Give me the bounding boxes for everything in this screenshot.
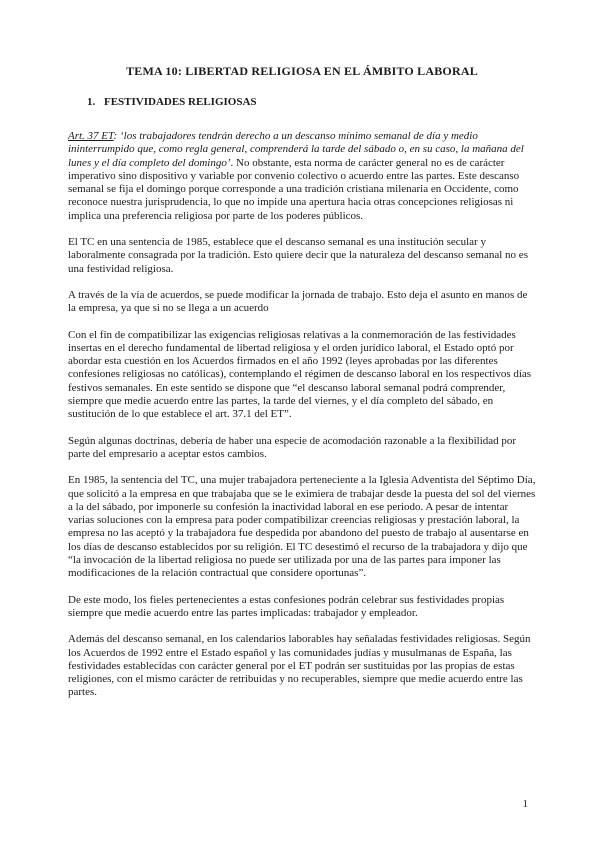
text-run: A través de la vía de acuerdos, se puede modificar la jornada de trabajo. Esto deja el asunto en manos de la empresa, ya que si no se llega a un acuerdo <box>68 288 528 315</box>
paragraph <box>68 329 536 422</box>
text-run: . No obstante, esta norma de carácter general no es de carácter imperativo sino dispositivo y variable por convenio colectivo o acuerdo entre las partes. Este descanso semanal se fija el domingo porque corresponde a una tradición cristiana milenaria en Occidente, como reconoce nuestra jurisprudencia, lo que no impide una apertura hacia otras concepciones religiosas ni implica una preferencia religiosa por parte de los poderes públicos. <box>68 156 520 222</box>
text-run: Art. 37 ET <box>68 130 114 142</box>
text-run: Según algunas doctrinas, debería de haber una especie de acomodación razonable a la flexibilidad por parte del empresario a aceptar estos cambios. <box>68 434 517 460</box>
paragraph <box>68 474 536 580</box>
paragraph <box>68 236 536 276</box>
text-run: El TC en una sentencia de 1985, establece que el descanso semanal es una institución secular y laboralmente consagrada por la tradición. Esto quiere decir que la naturaleza del descanso semanal no es una festividad religiosa. <box>68 236 528 275</box>
section-title: FESTIVIDADES RELIGIOSAS <box>104 96 257 108</box>
section-heading <box>68 96 536 108</box>
document-title: TEMA 10: LIBERTAD RELIGIOSA EN EL ÁMBITO LABORAL <box>126 64 478 78</box>
paragraph <box>68 130 536 223</box>
paragraph <box>68 435 536 462</box>
text-run: En 1985, la sentencia del TC, una mujer trabajadora perteneciente a la Iglesia Adventista del Séptimo Día, que solicitó a la empresa en que trabajaba que se le eximiera de trabajar desde la puesta del sol del viernes a la del sábado, por imponerle su confesión la inactividad laboral en ese periodo. A pesar de intentar varias soluciones con la empresa para poder compatibilizar creencias religiosas y prestación laboral, la empresa no las aceptó y la trabajadora fue despedida por abandono del puesto de trabajo al ausentarse en los días de descanso establecidos por su religión. El TC desestimó el recurso de la trabajadora y dijo que “la invocación de la libertad religiosa no puede ser utilizada por una de las partes para imponer las modificaciones de la relación contractual que considere oportunas”. <box>68 474 536 580</box>
text-run: ‘los trabajadores tendrán derecho a un descanso mínimo semanal de día y medio ininterrumpido que, como regla general, comprenderá la tarde del sábado o, en su caso, la mañana del lunes y el día completo del domingo’ <box>68 130 524 169</box>
section-number: 1. <box>87 96 96 108</box>
document-body <box>68 130 536 700</box>
text-run: De este modo, los fieles pertenecientes a estas confesiones podrán celebrar sus festividades propias siempre que medie acuerdo entre las partes implicadas: trabajador y empleador. <box>68 593 505 619</box>
paragraph <box>68 289 536 316</box>
paragraph <box>68 633 536 699</box>
paragraph <box>68 594 536 621</box>
page-number: 1 <box>522 798 528 810</box>
text-run: : <box>113 130 120 142</box>
document-content <box>68 64 536 713</box>
text-run: Además del descanso semanal, en los calendarios laborables hay señaladas festividades religiosas. Según los Acuerdos de 1992 entre el Estado español y las comunidades judías y musulmanas de España, las festividades establecidas con carácter general por el ET podrán ser sustituidas por las propias de estas religiones, con el mismo carácter de retribuidas y no recuperables, siempre que medie acuerdo entre las partes. <box>68 633 531 699</box>
text-run: Con el fin de compatibilizar las exigencias religiosas relativas a la conmemoración de las festividades insertas en el derecho fundamental de libertad religiosa y el orden jurídico laboral, el Estado optó por abordar esta cuestión en los Acuerdos firmados en el año 1992 (leyes aprobadas por las diferentes confesiones religiosas no católicas), contemplando el régimen de descanso laboral en los respectivos días festivos semanales. En este sentido se dispone que “el descanso laboral semanal podrá comprender, siempre que medie acuerdo entre las partes, la tarde del viernes, y el día completo del sábado, en sustitución de lo que establece el art. 37.1 del ET”. <box>68 328 532 421</box>
